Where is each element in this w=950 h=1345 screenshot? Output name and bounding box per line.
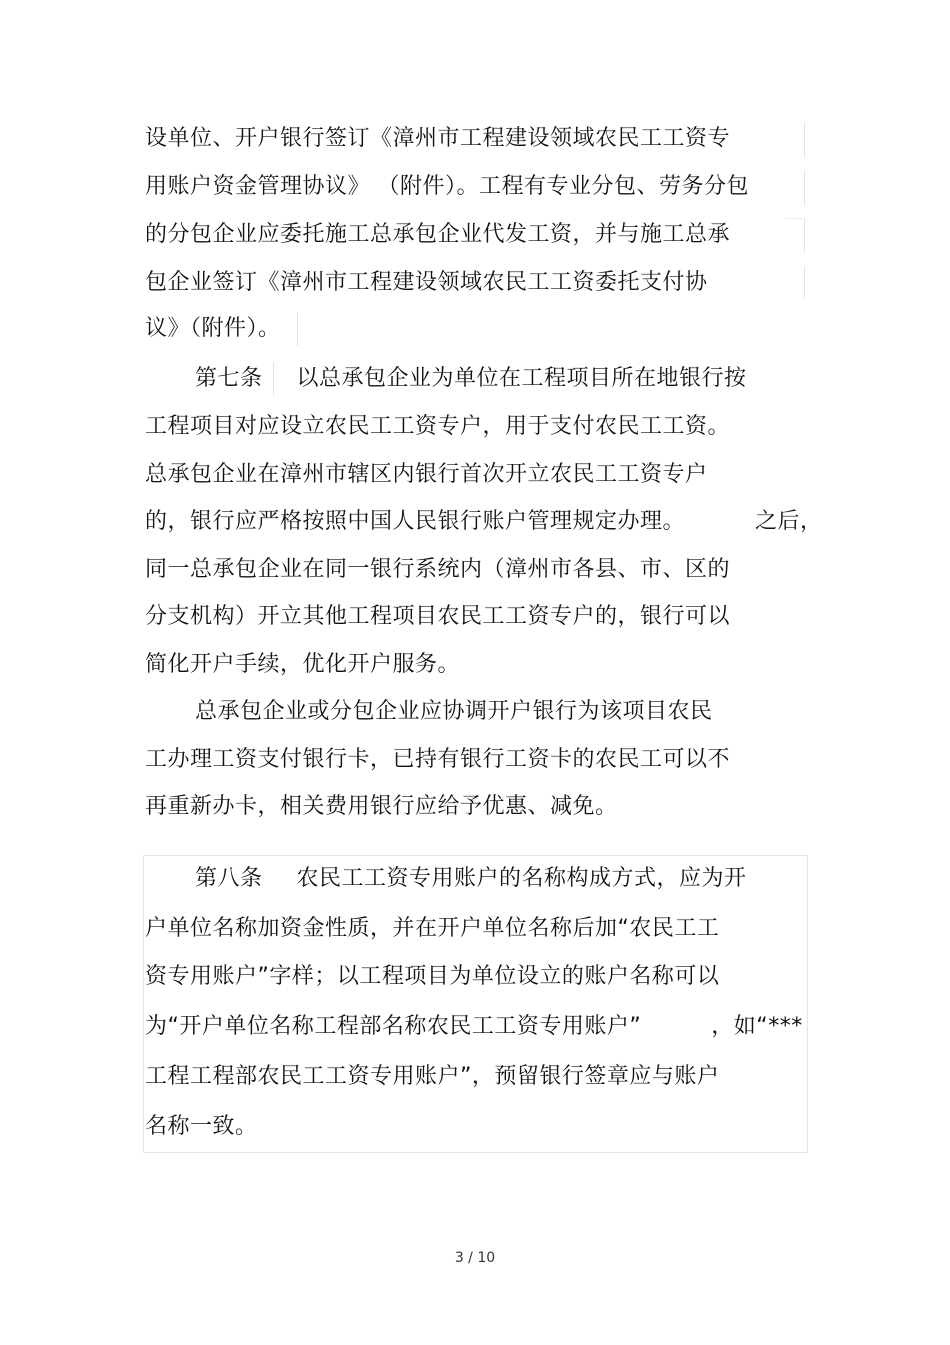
paragraph-line: 再重新办卡，相关费用银行应给予优惠、减免。 <box>145 794 618 819</box>
paragraph-line: 包企业签订《漳州市工程建设领域农民工工资委托支付协 <box>145 270 708 295</box>
paragraph-text: ，如“*** <box>711 1014 803 1039</box>
paragraph-line: 用账户资金管理协议》 （附件）。工程有专业分包、劳务分包 <box>145 174 749 199</box>
paragraph-line: 工程项目对应设立农民工工资专户，用于支付农民工工资。 <box>145 414 731 439</box>
article8-frame <box>143 855 808 1153</box>
scan-artifact-line <box>804 218 805 252</box>
paragraph-line: 同一总承包企业在同一银行系统内（漳州市各县、市、区的 <box>145 557 731 582</box>
scan-artifact-line <box>804 122 805 158</box>
article8-first-line <box>195 862 747 896</box>
paragraph-line <box>145 505 823 539</box>
paragraph-text: 之后， <box>755 509 823 534</box>
paragraph-text: 为“开户单位名称工程部名称农民工工资专用账户” <box>145 1014 642 1039</box>
article7-heading: 第七条 <box>195 366 263 391</box>
article7-first-text: 以总承包企业为单位在工程项目所在地银行按 <box>296 366 747 391</box>
article7-first-line <box>195 362 747 396</box>
paragraph-line: 户单位名称加资金性质，并在开户单位名称后加“农民工工 <box>145 916 720 941</box>
paragraph-line: 总承包企业或分包企业应协调开户银行为该项目农民 <box>195 699 713 724</box>
paragraph-line: 设单位、开户银行签订《漳州市工程建设领域农民工工资专 <box>145 126 731 151</box>
scan-artifact-line <box>785 218 805 219</box>
page-number: 3 / 10 <box>454 1250 496 1266</box>
paragraph-line <box>145 1010 803 1044</box>
scan-artifact-line <box>804 170 805 206</box>
paragraph-line: 分支机构）开立其他工程项目农民工工资专户的，银行可以 <box>145 604 731 629</box>
paragraph-line: 工办理工资支付银行卡，已持有银行工资卡的农民工可以不 <box>145 747 731 772</box>
scan-artifact-line <box>804 266 805 298</box>
paragraph-line: 议》（附件）。 <box>145 316 281 341</box>
paragraph-line: 资专用账户”字样；以工程项目为单位设立的账户名称可以 <box>145 964 720 989</box>
scan-artifact-line <box>297 312 298 346</box>
article8-first-text: 农民工工资专用账户的名称构成方式，应为开 <box>296 866 747 891</box>
article8-heading: 第八条 <box>195 866 263 891</box>
paragraph-text: 的，银行应严格按照中国人民银行账户管理规定办理。 <box>145 509 686 534</box>
paragraph-line: 总承包企业在漳州市辖区内银行首次开立农民工工资专户 <box>145 462 708 487</box>
paragraph-line: 简化开户手续，优化开户服务。 <box>145 652 461 677</box>
paragraph-line: 的分包企业应委托施工总承包企业代发工资，并与施工总承 <box>145 222 731 247</box>
paragraph-line: 工程工程部农民工工资专用账户”，预留银行签章应与账户 <box>145 1064 720 1089</box>
paragraph-line: 名称一致。 <box>145 1114 258 1139</box>
